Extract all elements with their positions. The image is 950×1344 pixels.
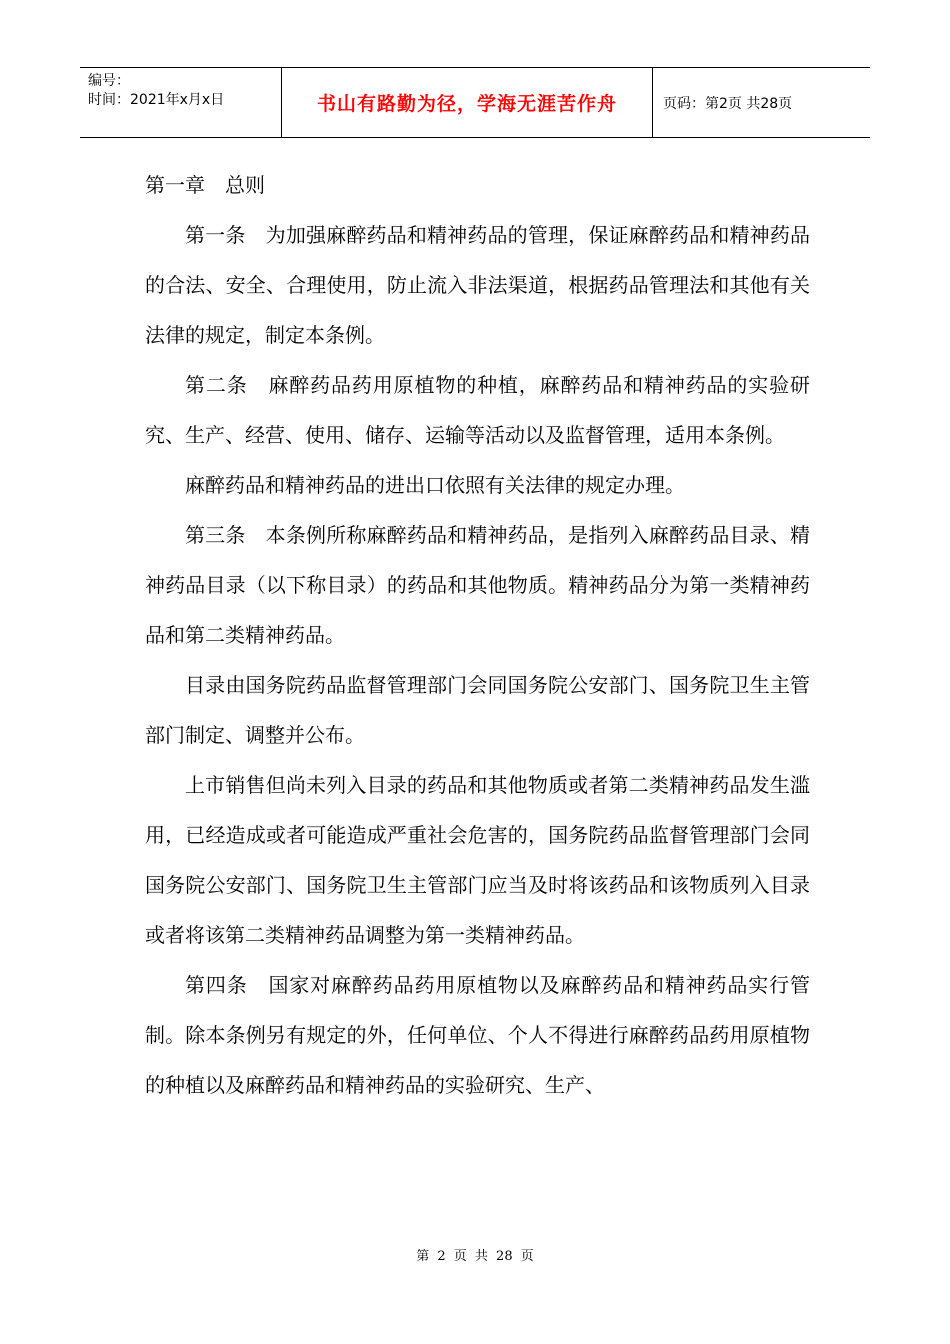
paragraph-article-3-catalog: 目录由国务院药品监督管理部门会同国务院公安部门、国务院卫生主管部门制定、调整并公布。 — [145, 673, 810, 747]
paragraph-article-4: 第四条 国家对麻醉药品药用原植物以及麻醉药品和精神药品实行管制。除本条例另有规定的外，任何单位、个人不得进行麻醉药品药用原植物的种植以及麻醉药品和精神药品的实验研究、生产、 — [145, 973, 810, 1097]
header-meta — [80, 68, 282, 137]
header-motto: 书山有路勤为径，学海无涯苦作舟 — [282, 68, 653, 137]
paragraph-article-2: 第二条 麻醉药品药用原植物的种植，麻醉药品和精神药品的实验研究、生产、经营、使用、储存、运输等活动以及监督管理，适用本条例。 — [145, 373, 810, 447]
paragraph-article-1: 第一条 为加强麻醉药品和精神药品的管理，保证麻醉药品和精神药品的合法、安全、合理使用，防止流入非法渠道，根据药品管理法和其他有关法律的规定，制定本条例。 — [145, 223, 810, 347]
document-body — [145, 160, 810, 1110]
paragraph-article-2-import-export: 麻醉药品和精神药品的进出口依照有关法律的规定办理。 — [185, 473, 685, 497]
paragraph-article-3: 第三条 本条例所称麻醉药品和精神药品，是指列入麻醉药品目录、精神药品目录（以下称目录）的药品和其他物质。精神药品分为第一类精神药品和第二类精神药品。 — [145, 523, 810, 647]
document-number-label: 编号： — [88, 73, 130, 89]
chapter-title: 第一章 总则 — [145, 173, 265, 197]
document-date: 时间：2021年x月x日 — [88, 92, 225, 108]
paragraph-article-3-abuse: 上市销售但尚未列入目录的药品和其他物质或者第二类精神药品发生滥用，已经造成或者可能造成严重社会危害的，国务院药品监督管理部门会同国务院公安部门、国务院卫生主管部门应当及时将该药品和该物质列入目录或者将该第二类精神药品调整为第一类精神药品。 — [145, 773, 810, 947]
document-header — [80, 67, 870, 138]
header-page-info: 页码：第2页 共28页 — [663, 95, 793, 112]
page-footer: 第 2 页 共 28 页 — [416, 1249, 534, 1264]
